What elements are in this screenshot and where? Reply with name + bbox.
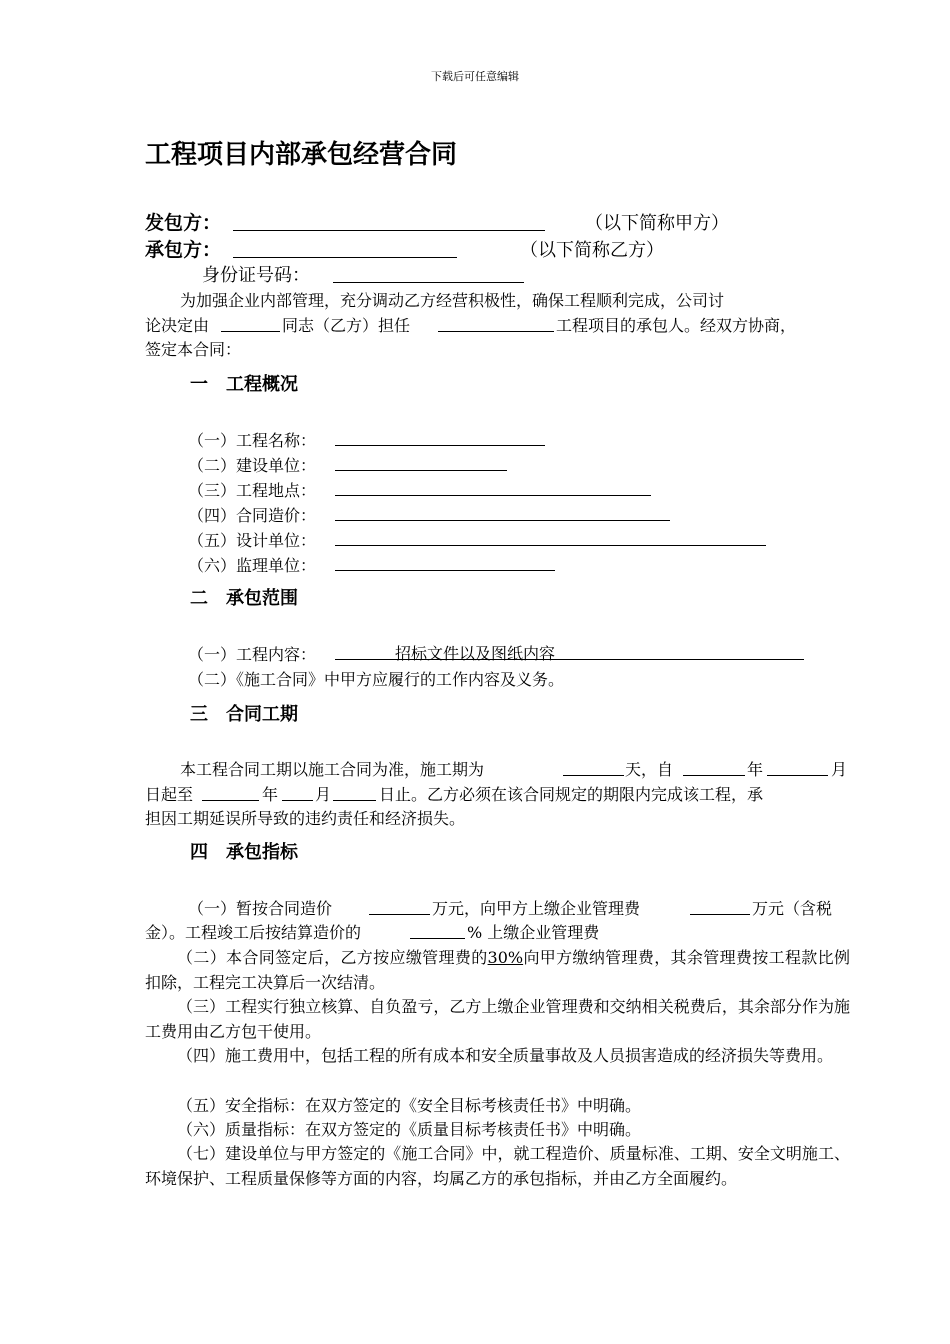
settlement-percent-blank[interactable] [410,938,465,939]
end-month-blank[interactable] [282,800,313,801]
scope-item-2: （二）《施工合同》中甲方应履行的工作内容及义务。 [188,670,565,689]
project-site-blank[interactable] [335,495,651,496]
contractor-note: （以下简称乙方） [520,240,664,261]
page-header: 下载后可任意编辑 [431,70,519,83]
section-4-heading: 四 承包指标 [190,842,298,863]
design-unit-blank[interactable] [335,545,766,546]
indicator-7: （七）建设单位与甲方签定的《施工合同》中，就工程造价、质量标准、工期、安全文明施工、环境保护、工程质量保修等方面的内容，均属乙方的承包指标，并由乙方全面履约。 [145,1144,850,1188]
indicator-3: （三）工程实行独立核算、自负盈亏，乙方上缴企业管理费和交纳相关税费后，其余部分作为施工费用由乙方包干使用。 [145,997,850,1041]
indicator-1-text-c: 万元（含税 [752,899,833,918]
intro-name-blank[interactable] [221,331,280,332]
indicator-1-text-d: 金）。工程竣工后按结算造价的 [145,923,362,942]
supervision-unit-blank[interactable] [335,570,555,571]
indicator-1-text-b: 万元，向甲方上缴企业管理费 [432,899,641,918]
management-fee-blank[interactable] [690,914,750,915]
indicator-1-text-e: % 上缴企业管理费 [467,923,600,942]
duration-text-2: 天，自 [625,760,674,779]
employer-note: （以下简称甲方） [585,213,729,234]
section-2-heading: 二 承包范围 [190,588,298,609]
intro-line-2-mid: 同志（乙方）担任 [282,316,411,335]
intro-project-blank[interactable] [438,331,554,332]
contract-price-label: （四）合同造价： [188,506,317,525]
intro-line-3: 签定本合同： [145,340,242,359]
end-year-blank[interactable] [202,800,259,801]
indicator-1-text-a: （一）暂按合同造价 [188,899,333,918]
id-blank[interactable] [333,282,524,283]
contractor-label: 承包方： [145,239,222,261]
work-content-label: （一）工程内容： [188,645,317,664]
duration-text-1: 本工程合同工期以施工合同为准，施工期为 [180,760,485,779]
supervision-unit-label: （六）监理单位： [188,556,317,575]
employer-label: 发包方： [145,212,222,234]
employer-blank[interactable] [233,230,545,231]
section-3-heading: 三 合同工期 [190,704,298,725]
indicator-5: （五）安全指标：在双方签定的《安全目标考核责任书》中明确。 [177,1096,642,1115]
indicator-2: （二）本合同签定后，乙方按应缴管理费的30%向甲方缴纳管理费，其余管理费按工程款比例扣除，工程完工决算后一次结清。 [145,948,850,992]
duration-text-9: 担因工期延误所导致的违约责任和经济损失。 [145,809,466,828]
fee-percent: 30% [487,948,524,967]
document-title: 工程项目内部承包经营合同 [145,140,458,170]
construction-unit-label: （二）建设单位： [188,456,317,475]
section-1-heading: 一 工程概况 [190,374,298,395]
duration-text-7: 月 [315,785,332,804]
end-day-blank[interactable] [333,800,376,801]
construction-unit-blank[interactable] [335,470,507,471]
duration-text-3: 年 [747,760,764,779]
duration-days-blank[interactable] [563,775,624,776]
contract-price-wan-blank[interactable] [369,914,430,915]
project-name-blank[interactable] [335,445,545,446]
project-site-label: （三）工程地点： [188,481,317,500]
duration-text-6: 年 [262,785,279,804]
intro-line-2-start: 论决定由 [145,316,210,335]
intro-line-2-end: 工程项目的承包人。经双方协商， [556,316,797,335]
intro-line-1: 为加强企业内部管理，充分调动乙方经营积极性，确保工程顺利完成，公司讨 [180,291,725,310]
contract-price-blank[interactable] [335,520,670,521]
duration-text-5: 日起至 [145,785,194,804]
id-label: 身份证号码： [202,265,310,286]
duration-text-8: 日止。乙方必须在该合同规定的期限内完成该工程，承 [379,785,764,804]
start-year-blank[interactable] [683,775,745,776]
work-content-value: 招标文件以及图纸内容 [395,644,556,663]
indicator-4: （四）施工费用中，包括工程的所有成本和安全质量事故及人员损害造成的经济损失等费用。 [177,1046,834,1065]
project-name-label: （一）工程名称： [188,431,317,450]
duration-text-4: 月 [831,760,848,779]
indicator-6: （六）质量指标：在双方签定的《质量目标考核责任书》中明确。 [177,1120,642,1139]
contractor-blank[interactable] [233,257,457,258]
design-unit-label: （五）设计单位： [188,531,317,550]
start-month-blank[interactable] [767,775,828,776]
